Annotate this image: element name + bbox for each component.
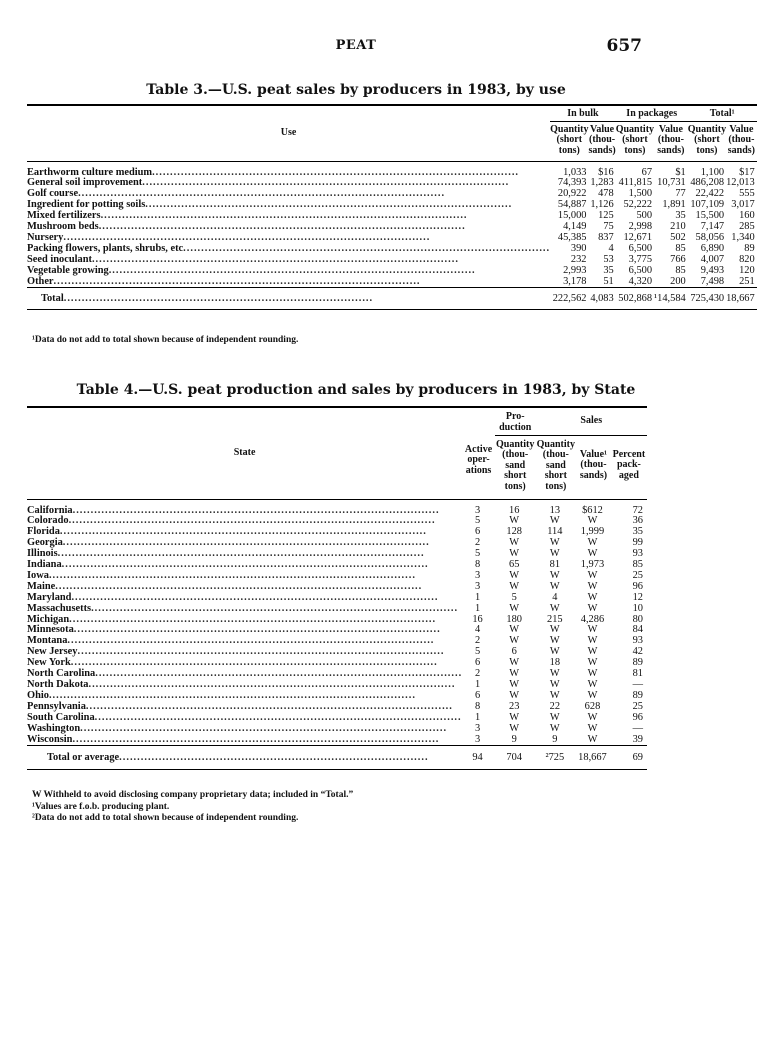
- table-cell: W: [549, 679, 560, 690]
- table-cell: 820: [739, 253, 755, 265]
- table-cell: W: [549, 515, 560, 527]
- table-cell: 15,500: [695, 210, 725, 222]
- table-cell: W: [587, 668, 598, 680]
- table-cell: 3,775: [628, 253, 653, 265]
- table-cell: W: [509, 580, 520, 592]
- row-label-cell: Wisconsin......................................................................................................: [27, 733, 440, 745]
- table-cell: 45,385: [557, 231, 587, 243]
- table-cell: 85: [675, 264, 686, 276]
- table-cell: 6: [511, 646, 517, 658]
- table-cell: W: [509, 635, 520, 647]
- table-cell: 65: [509, 559, 520, 571]
- table-cell: $17: [739, 166, 755, 178]
- table-cell: 2: [474, 635, 481, 647]
- footnote: ¹Values are f.o.b. producing plant.: [32, 801, 170, 812]
- table-cell: 628: [584, 700, 601, 712]
- table-cell: W: [509, 722, 520, 734]
- table-cell: W: [549, 537, 560, 549]
- table-cell: 89: [632, 657, 643, 669]
- table4-footnotes: [32, 790, 353, 825]
- row-label: Vegetable growing: [27, 264, 109, 276]
- row-label: Nursery: [27, 231, 64, 243]
- table-cell: W: [587, 591, 598, 603]
- row-label: South Carolina: [27, 711, 95, 723]
- table-cell: W: [587, 679, 598, 690]
- row-label: Montana: [27, 635, 68, 647]
- row-label: New York: [27, 657, 71, 669]
- row-label-cell: Maryland......................................................................................................: [27, 591, 439, 603]
- table-cell: W: [509, 679, 520, 690]
- row-label-cell: Earthworm culture medium......................................................................................................: [27, 166, 520, 178]
- table-cell: 7,147: [700, 221, 725, 233]
- table-cell: W: [549, 548, 560, 560]
- table-cell: 2: [474, 668, 481, 680]
- table-cell: 35: [675, 210, 686, 222]
- table3-total-row: Total...................................................................................... 222,562 4,083 502,868 ¹14,584 725,430 18,667: [27, 288, 757, 310]
- table-cell: 2,993: [563, 264, 587, 276]
- col-header: Value (thou- sands): [657, 123, 685, 156]
- table-cell: 555: [739, 188, 755, 200]
- row-label: California: [27, 504, 73, 516]
- table-cell: 94: [472, 752, 483, 764]
- table-cell: 390: [570, 242, 587, 254]
- table-cell: 18,667: [578, 752, 607, 764]
- table-cell: W: [549, 646, 560, 658]
- table-cell: 1,500: [628, 188, 653, 200]
- table-cell: 16: [472, 613, 483, 625]
- table-cell: 837: [598, 231, 614, 243]
- table-cell: 1,126: [590, 199, 614, 211]
- table-cell: 5: [511, 591, 517, 603]
- table-cell: W: [587, 580, 598, 592]
- table-cell: 54,887: [557, 199, 587, 211]
- table-cell: 10,731: [657, 177, 686, 189]
- table-cell: W: [509, 515, 520, 527]
- col-header: Value (thou- sands): [727, 123, 755, 156]
- table-cell: 4: [474, 624, 481, 636]
- row-label-cell: New York......................................................................................................: [27, 657, 438, 669]
- table-cell: 9: [511, 733, 517, 745]
- table-cell: 1,340: [731, 231, 755, 243]
- table-cell: 16: [509, 504, 520, 516]
- row-label-cell: North Carolina......................................................................................................: [27, 668, 463, 680]
- table-cell: W: [549, 602, 560, 614]
- row-label-cell: Pennsylvania......................................................................................................: [27, 700, 453, 712]
- row-label: Wisconsin: [27, 733, 73, 745]
- table-cell: 22,422: [695, 188, 725, 200]
- table-cell: 72: [632, 504, 643, 516]
- row-label: Seed inoculant: [27, 253, 92, 265]
- row-label: North Dakota: [27, 679, 89, 690]
- table-cell: $1: [675, 166, 686, 178]
- row-label: Mixed fertilizers: [27, 210, 101, 222]
- table-cell: 6: [474, 657, 481, 669]
- table-cell: 1,999: [580, 526, 605, 538]
- row-label: New Jersey: [27, 646, 78, 658]
- row-label-cell: Mixed fertilizers......................................................................................................: [27, 210, 468, 222]
- table-cell: 10: [632, 602, 643, 614]
- state-header: State: [233, 447, 256, 458]
- table-cell: W: [587, 602, 598, 614]
- table-cell: 85: [675, 242, 686, 254]
- table-cell: 25: [632, 569, 643, 581]
- table-cell: 704: [506, 752, 522, 764]
- table-cell: 13: [549, 504, 561, 516]
- table-cell: W: [587, 569, 598, 581]
- row-label-cell: North Dakota......................................................................................................: [27, 679, 456, 690]
- table-row: [27, 735, 647, 746]
- row-label: Iowa: [27, 569, 49, 581]
- table-cell: 42: [632, 646, 643, 658]
- table-row: [27, 277, 757, 288]
- table-cell: 725,430: [690, 293, 725, 305]
- table-cell: 486,208: [690, 177, 725, 189]
- col-header: Quantity (thou- sand short tons): [496, 438, 535, 492]
- row-label-cell: Mushroom beds......................................................................................................: [27, 221, 466, 233]
- table-cell: 160: [739, 210, 755, 222]
- table-cell: 1: [474, 591, 481, 603]
- use-header: Use: [280, 127, 297, 138]
- row-label-cell: Georgia......................................................................................................: [27, 537, 430, 549]
- row-label: Colorado: [27, 515, 69, 527]
- row-label-cell: Ohio......................................................................................................: [27, 689, 416, 701]
- table-cell: 93: [632, 635, 643, 647]
- row-label-cell: Maine......................................................................................................: [27, 580, 423, 592]
- table4-total-row: Total or average...................................................................................... 94 704 ²725 18,667 69: [27, 746, 647, 770]
- table-cell: W: [549, 580, 560, 592]
- table-cell: 125: [598, 210, 614, 222]
- table-cell: 23: [509, 700, 520, 712]
- table-cell: 12: [632, 591, 643, 603]
- table-cell: 4: [552, 591, 558, 603]
- row-label-cell: Indiana......................................................................................................: [27, 559, 429, 571]
- table-cell: 2,998: [628, 221, 653, 233]
- table-cell: 4,083: [590, 293, 614, 305]
- col-header: Quantity (short tons): [615, 123, 655, 156]
- table-cell: 251: [739, 275, 755, 287]
- table-cell: 3: [474, 722, 481, 734]
- table3-footnote: ¹Data do not add to total shown because of independent rounding.: [32, 335, 299, 345]
- table-cell: 1,891: [662, 199, 686, 211]
- table-cell: W: [587, 548, 598, 560]
- row-label-cell: Ingredient for potting soils......................................................................................................: [27, 199, 513, 211]
- row-label: Georgia: [27, 537, 63, 549]
- row-label: Packing flowers, plants, shrubs, etc: [27, 242, 184, 254]
- col-header: Quantity (short tons): [687, 123, 727, 156]
- table-cell: 8: [474, 700, 481, 712]
- row-label: Ingredient for potting soils: [27, 199, 146, 211]
- table-cell: 5: [474, 548, 481, 560]
- table-cell: W: [549, 635, 560, 647]
- table-cell: W: [549, 624, 560, 636]
- row-label-cell: Packing flowers, plants, shrubs, etc......................................................................................................: [27, 242, 551, 254]
- table-cell: 5: [474, 515, 481, 527]
- table-cell: 20,922: [557, 188, 587, 200]
- row-label-cell: Florida......................................................................................................: [27, 526, 427, 538]
- table-cell: W: [509, 548, 520, 560]
- row-label-cell: Vegetable growing......................................................................................................: [27, 264, 476, 276]
- table-cell: 35: [632, 526, 643, 538]
- table-cell: W: [587, 711, 598, 723]
- table-cell: 6,500: [628, 242, 653, 254]
- page-number: 657: [606, 36, 642, 56]
- table-row: [27, 161, 757, 178]
- table-cell: 80: [632, 613, 643, 625]
- table-cell: 1,033: [563, 166, 587, 178]
- col-header: Value (thou- sands): [588, 123, 616, 156]
- table-cell: 8: [474, 559, 481, 571]
- row-label: Ohio: [27, 689, 49, 701]
- table-cell: W: [509, 569, 520, 581]
- table-row: [27, 499, 647, 516]
- table-cell: $16: [598, 166, 614, 178]
- table-cell: W: [509, 602, 520, 614]
- table-cell: —: [632, 679, 643, 690]
- table-cell: 81: [632, 668, 643, 680]
- table-cell: 215: [547, 613, 563, 625]
- table-cell: 6,890: [700, 242, 725, 254]
- table-cell: W: [549, 668, 560, 680]
- table-cell: 53: [603, 253, 614, 265]
- table-cell: 75: [603, 221, 614, 233]
- table-cell: 12,671: [623, 231, 653, 243]
- row-label-cell: Michigan......................................................................................................: [27, 613, 437, 625]
- row-label-cell: Illinois......................................................................................................: [27, 548, 425, 560]
- footnote: ²Data do not add to total shown because of independent rounding.: [32, 813, 299, 823]
- total-label: Total or average: [47, 752, 120, 764]
- table-cell: 222,562: [552, 293, 587, 305]
- table-cell: W: [587, 515, 598, 527]
- table-cell: W: [587, 624, 598, 636]
- table-cell: 36: [632, 515, 643, 527]
- table-cell: 1,973: [580, 559, 605, 571]
- table-cell: 85: [632, 559, 643, 571]
- table-cell: 18: [549, 657, 561, 669]
- table-cell: 15,000: [557, 210, 587, 222]
- row-label-cell: Seed inoculant......................................................................................................: [27, 253, 459, 265]
- row-label: Mushroom beds: [27, 221, 99, 233]
- col-header: Percent pack- aged: [612, 448, 646, 481]
- table-cell: 52,222: [623, 199, 653, 211]
- table-cell: 128: [506, 526, 522, 538]
- table-cell: 7,498: [700, 275, 725, 287]
- row-label-cell: Nursery......................................................................................................: [27, 231, 431, 243]
- table-cell: 35: [603, 264, 614, 276]
- table-cell: ²725: [545, 752, 565, 764]
- table-cell: 99: [632, 537, 643, 549]
- table-cell: 25: [632, 700, 643, 712]
- table-cell: 4,286: [580, 613, 605, 625]
- table-cell: 77: [675, 188, 686, 200]
- row-label: Other: [27, 275, 54, 287]
- table-cell: 2: [474, 537, 481, 549]
- table-cell: 3: [474, 580, 481, 592]
- group-packages: In packages: [616, 105, 688, 121]
- col-header: Quantity (short tons): [550, 123, 589, 156]
- table-cell: 478: [598, 188, 614, 200]
- table-cell: 1: [474, 602, 481, 614]
- table-cell: 6,500: [628, 264, 653, 276]
- table-cell: 9: [552, 733, 558, 745]
- table-cell: 81: [549, 559, 561, 571]
- group-bulk: In bulk: [550, 105, 616, 121]
- row-label: Minnesota: [27, 624, 74, 636]
- table-cell: 96: [632, 580, 643, 592]
- table-cell: 120: [739, 264, 755, 276]
- table-cell: 3,178: [563, 275, 587, 287]
- row-label-cell: New Jersey......................................................................................................: [27, 646, 445, 658]
- table-cell: 107,109: [690, 199, 725, 211]
- table-cell: 51: [603, 275, 614, 287]
- row-label-cell: General soil improvement......................................................................................................: [27, 177, 510, 189]
- table-cell: 9,493: [700, 264, 725, 276]
- table-cell: 18,667: [726, 293, 755, 305]
- table-cell: 1: [474, 711, 481, 723]
- table-cell: 114: [547, 526, 563, 538]
- table-cell: 4,320: [628, 275, 653, 287]
- row-label-cell: Colorado......................................................................................................: [27, 515, 436, 527]
- table-cell: 500: [636, 210, 653, 222]
- row-label-cell: Other......................................................................................................: [27, 275, 421, 287]
- table-cell: 502,868: [618, 293, 653, 305]
- table-cell: W: [587, 635, 598, 647]
- table-cell: 285: [739, 221, 755, 233]
- table-cell: W: [587, 689, 598, 701]
- table-cell: W: [509, 668, 520, 680]
- row-label: Florida: [27, 526, 60, 538]
- table-cell: 96: [632, 711, 643, 723]
- total-label: Total: [41, 293, 64, 305]
- table-cell: W: [587, 646, 598, 658]
- table-cell: W: [549, 711, 560, 723]
- table-cell: 6: [474, 689, 481, 701]
- row-label-cell: California......................................................................................................: [27, 504, 440, 516]
- table-cell: ¹14,584: [654, 293, 686, 305]
- table-cell: 766: [670, 253, 686, 265]
- footnote: W Withheld to avoid disclosing company proprietary data; included in “Total.”: [32, 790, 354, 800]
- sales-group: Sales: [536, 407, 647, 435]
- table-cell: 4: [608, 242, 614, 254]
- table-cell: 3: [474, 569, 481, 581]
- row-label-cell: Golf course......................................................................................................: [27, 188, 446, 200]
- col-header: Quantity (thou- sand short tons): [536, 438, 575, 492]
- table-cell: 3: [474, 504, 481, 516]
- running-head: PEAT: [335, 38, 377, 53]
- table-cell: W: [587, 657, 598, 669]
- table-cell: 89: [744, 242, 755, 254]
- table-cell: 232: [570, 253, 587, 265]
- row-label: Earthworm culture medium: [27, 166, 153, 178]
- table-cell: 89: [632, 689, 643, 701]
- row-label-cell: Washington......................................................................................................: [27, 722, 448, 734]
- table-cell: 22: [549, 700, 561, 712]
- row-label-cell: South Carolina......................................................................................................: [27, 711, 462, 723]
- row-label: Michigan: [27, 613, 70, 625]
- table-cell: W: [509, 624, 520, 636]
- table-cell: W: [509, 657, 520, 669]
- table-cell: W: [509, 689, 520, 701]
- row-label: Illinois: [27, 548, 58, 560]
- row-label-cell: Massachusetts......................................................................................................: [27, 602, 459, 614]
- table-cell: 210: [670, 221, 686, 233]
- table-cell: 180: [506, 613, 522, 625]
- table-cell: 4,007: [700, 253, 725, 265]
- active-header: Active oper- ations: [464, 443, 493, 476]
- table-cell: W: [509, 537, 520, 549]
- table-cell: 12,013: [726, 177, 755, 189]
- table-cell: 67: [641, 166, 653, 178]
- table4-caption: Table 4.—U.S. peat production and sales by producers in 1983, by State: [76, 382, 636, 398]
- table-cell: 5: [474, 646, 481, 658]
- row-label: Indiana: [27, 559, 62, 571]
- row-label: Maryland: [27, 591, 72, 603]
- table-cell: 4,149: [563, 221, 587, 233]
- row-label: North Carolina: [27, 668, 96, 680]
- table-cell: 1,283: [590, 177, 614, 189]
- table-cell: W: [587, 537, 598, 549]
- table-cell: 6: [474, 526, 481, 538]
- table-cell: 84: [632, 624, 643, 636]
- table-cell: 3,017: [731, 199, 755, 211]
- row-label: Massachusetts: [27, 602, 92, 614]
- table-cell: W: [549, 689, 560, 701]
- table-cell: 1,100: [700, 166, 725, 178]
- table-cell: 1: [474, 679, 481, 690]
- table-cell: 69: [632, 752, 643, 764]
- group-total: Total¹: [688, 105, 757, 121]
- row-label: Maine: [27, 580, 56, 592]
- table-cell: 74,393: [557, 177, 587, 189]
- row-label-cell: Iowa......................................................................................................: [27, 569, 416, 581]
- table3-caption: Table 3.—U.S. peat sales by producers in 1983, by use: [146, 82, 566, 98]
- table-cell: 411,815: [618, 177, 653, 189]
- row-label-cell: Montana......................................................................................................: [27, 635, 435, 647]
- table-cell: W: [549, 722, 560, 734]
- table4: [27, 406, 647, 770]
- row-label: Golf course: [27, 188, 79, 200]
- table-cell: 502: [670, 231, 686, 243]
- table-cell: —: [632, 722, 643, 734]
- table-cell: $612: [582, 504, 603, 516]
- table-cell: 58,056: [695, 231, 725, 243]
- table-cell: W: [549, 569, 560, 581]
- table-cell: W: [587, 733, 598, 745]
- production-group: Pro- duction: [495, 407, 536, 435]
- row-label: General soil improvement: [27, 177, 143, 189]
- row-label-cell: Minnesota......................................................................................................: [27, 624, 441, 636]
- table-cell: 200: [670, 275, 686, 287]
- row-label: Washington: [27, 722, 81, 734]
- table-cell: W: [587, 722, 598, 734]
- table-cell: W: [509, 711, 520, 723]
- table-cell: 39: [632, 733, 643, 745]
- row-label: Pennsylvania: [27, 700, 86, 712]
- table3: [27, 104, 757, 310]
- table-cell: 93: [632, 548, 643, 560]
- col-header: Value¹ (thou- sands): [579, 448, 608, 481]
- table-cell: 3: [474, 733, 481, 745]
